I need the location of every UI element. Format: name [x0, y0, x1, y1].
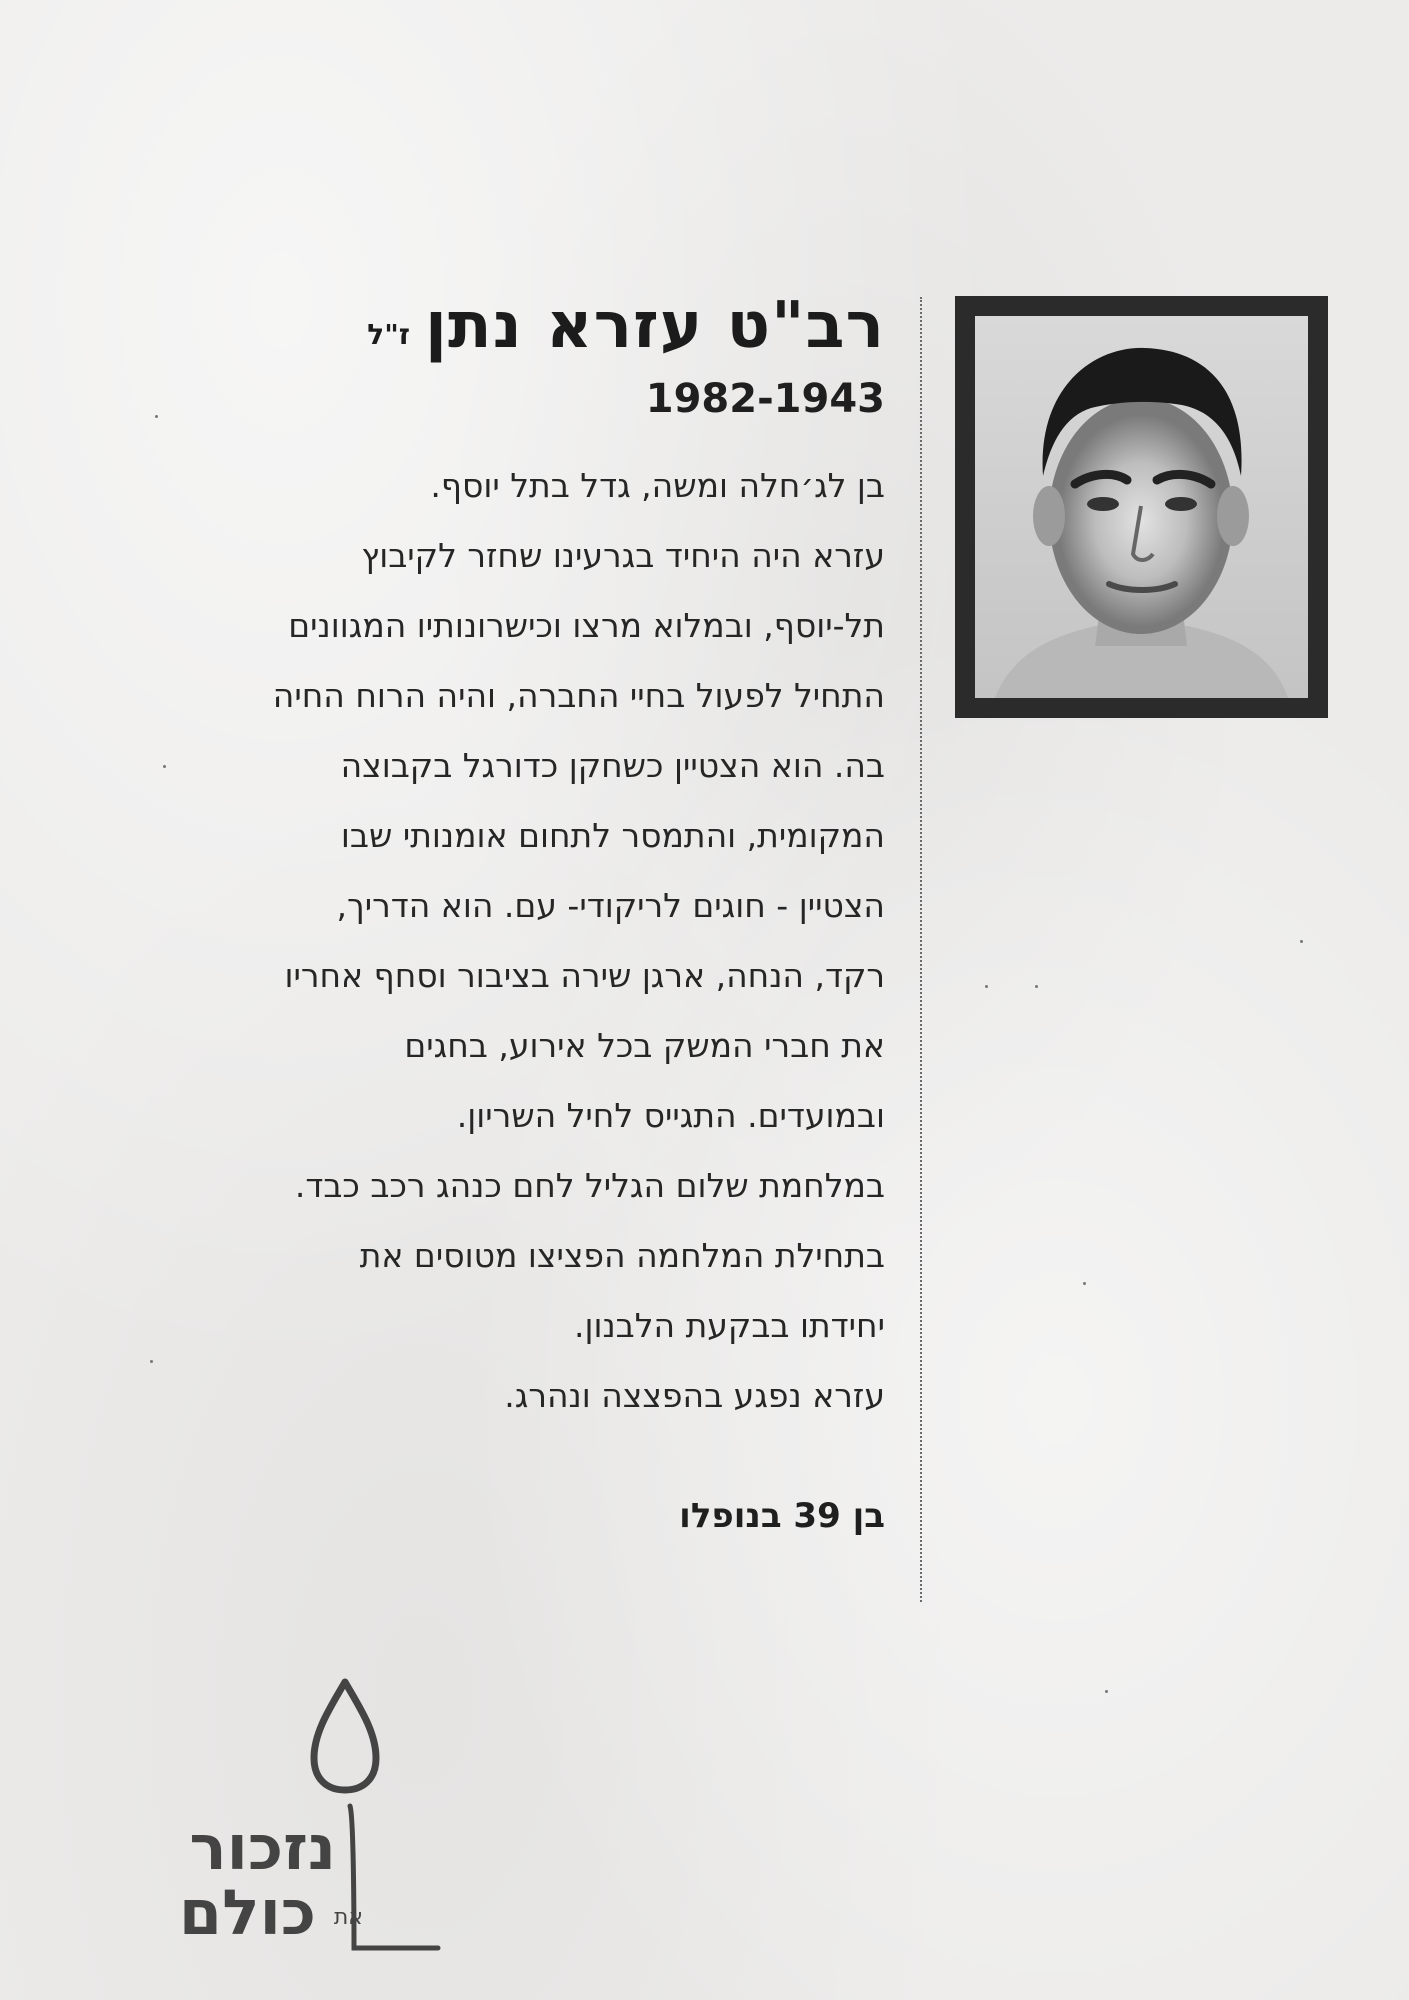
paper-speck — [1105, 1690, 1108, 1693]
portrait-frame — [955, 296, 1328, 718]
life-years: 1982-1943 — [645, 376, 885, 422]
bio-line: עזרא נפגע בהפצצה ונהרג. — [504, 1376, 885, 1415]
title-row — [140, 285, 885, 367]
logo-word-kulam: כולם — [178, 1876, 316, 1949]
bio-line: בן לג׳חלה ומשה, גדל בתל יוסף. — [430, 466, 885, 505]
bio-line: בה. הוא הצטיין כשחקן כדורגל בקבוצה — [340, 746, 885, 785]
remember-them-all-logo — [118, 1678, 448, 1960]
soldier-name-title: רב"ט עזרא נתן — [425, 289, 885, 363]
paper-speck — [1300, 940, 1303, 943]
bio-line: תל-יוסף, ובמלוא מרצו וכישרונותיו המגוונים — [288, 606, 885, 645]
bio-line: במלחמת שלום הגליל לחם כנהג רכב כבד. — [294, 1166, 885, 1205]
bio-line: רקד, הנחה, ארגן שירה בציבור וסחף אחריו — [284, 956, 885, 995]
paper-speck — [985, 985, 988, 988]
paper-speck — [1035, 985, 1038, 988]
bio-line: ובמועדים. התגייס לחיל השריון. — [456, 1096, 885, 1135]
portrait-photo — [975, 316, 1308, 698]
bio-line: עזרא היה היחיד בגרעינו שחזר לקיבוץ — [361, 536, 885, 575]
paper-speck — [150, 1360, 153, 1363]
logo-word-nizkor: נזכור — [189, 1811, 336, 1884]
dotted-divider — [920, 297, 922, 1602]
bio-line: המקומית, והתמסר לתחום אומנותי שבו — [340, 816, 885, 855]
paper-speck — [1083, 1282, 1086, 1285]
memorial-text-column — [140, 285, 885, 1541]
bio-line: הצטיין - חוגים לריקודי- עם. הוא הדריך, — [336, 886, 885, 925]
paper-speck — [155, 415, 158, 418]
bio-line: התחיל לפעול בחיי החברה, והיה הרוח החיה — [272, 676, 885, 715]
bio-line: בתחילת המלחמה הפציצו מטוסים את — [359, 1236, 885, 1275]
bio-line: יחידתו בבקעת הלבנון. — [574, 1306, 885, 1345]
age-at-death: בן 39 בנופלו — [679, 1496, 885, 1536]
honorific-abbreviation: ז"ל — [367, 318, 410, 351]
bio-line: את חברי המשק בכל אירוע, בחגים — [404, 1026, 885, 1065]
logo-word-et: את — [333, 1905, 363, 1930]
biography — [140, 451, 885, 1431]
paper-speck — [163, 765, 166, 768]
